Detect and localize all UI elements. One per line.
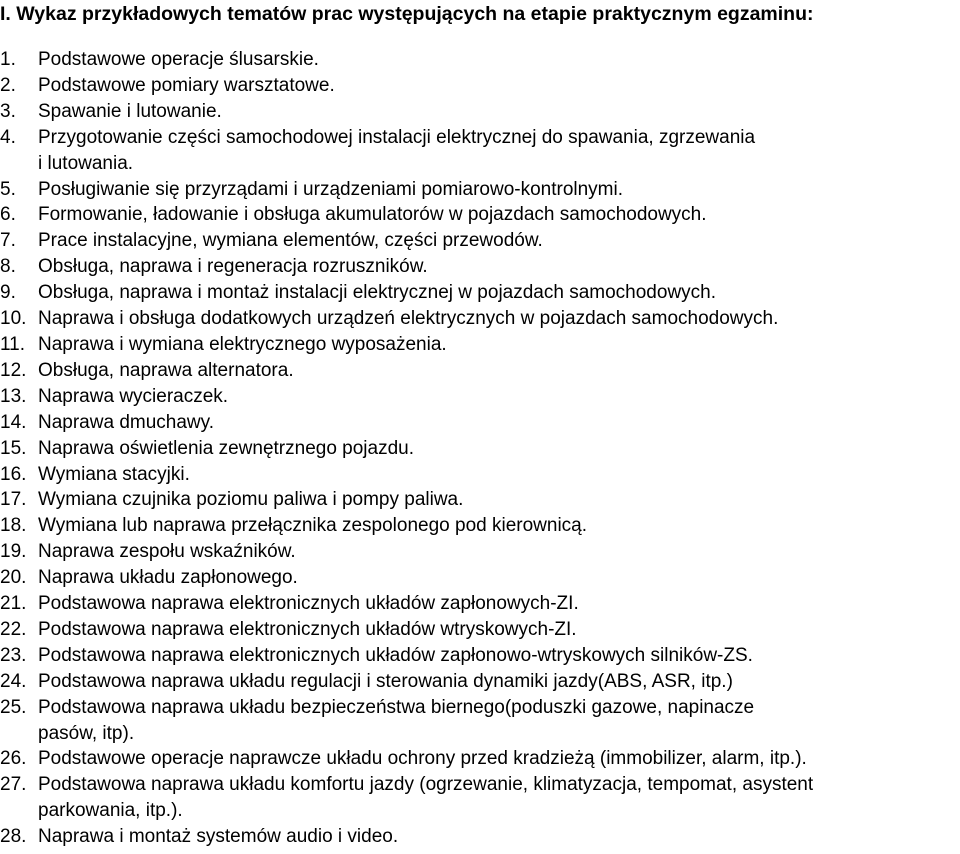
list-item-number: 25.	[0, 696, 27, 718]
list-item-number: 26.	[0, 748, 27, 770]
list-item-line: Podstawowa naprawa układu komfortu jazdy (ogrzewanie, klimatyzacja, tempomat, asystent	[38, 774, 814, 796]
list-item-text	[38, 746, 960, 772]
list-item-number: 23.	[0, 644, 27, 666]
list-item	[0, 306, 960, 332]
list-item-text	[38, 410, 960, 436]
list-item-line: Podstawowa naprawa układu regulacji i sterowania dynamiki jazdy(ABS, ASR, itp.)	[38, 670, 733, 692]
list-item	[0, 125, 960, 177]
list-item-number: 22.	[0, 618, 27, 640]
list-item-number: 19.	[0, 541, 27, 563]
list-item	[0, 384, 960, 410]
list-item-line: Wymiana stacyjki.	[38, 463, 190, 485]
list-item-number: 14.	[0, 411, 27, 433]
list-item-number: 16.	[0, 463, 27, 485]
list-item	[0, 643, 960, 669]
list-item-number: 12.	[0, 359, 27, 381]
list-item	[0, 202, 960, 228]
list-item-text	[38, 99, 960, 125]
list-item-number: 6.	[0, 204, 16, 226]
list-item-text	[38, 695, 960, 747]
list-item	[0, 746, 960, 772]
list-item-text	[38, 565, 960, 591]
list-item-number: 11.	[0, 333, 26, 355]
list-item-line: Naprawa dmuchawy.	[38, 411, 215, 433]
list-item-number: 13.	[0, 385, 27, 407]
list-item	[0, 669, 960, 695]
list-item-line: Naprawa układu zapłonowego.	[38, 567, 298, 589]
list-item	[0, 99, 960, 125]
list-item-line: Prace instalacyjne, wymiana elementów, części przewodów.	[38, 230, 543, 252]
list-item-line: pasów, itp).	[38, 722, 135, 744]
list-item-text	[38, 332, 960, 358]
list-item-line: Podstawowe pomiary warsztatowe.	[38, 74, 335, 96]
document-heading: I. Wykaz przykładowych tematów prac występujących na etapie praktycznym egzaminu:	[0, 3, 814, 25]
list-item	[0, 254, 960, 280]
list-item-line: Obsługa, naprawa alternatora.	[38, 359, 294, 381]
list-item-text	[38, 436, 960, 462]
list-item-line: Formowanie, ładowanie i obsługa akumulatorów w pojazdach samochodowych.	[38, 204, 707, 226]
list-item-text	[38, 306, 960, 332]
list-item-line: Podstawowa naprawa elektronicznych układów zapłonowych-ZI.	[38, 593, 579, 615]
list-item	[0, 617, 960, 643]
list-item-text	[38, 669, 960, 695]
list-item-text	[38, 384, 960, 410]
list-item-text	[38, 539, 960, 565]
list-item	[0, 228, 960, 254]
list-item-number: 27.	[0, 774, 27, 796]
list-item-text	[38, 643, 960, 669]
list-item-text	[38, 125, 960, 177]
list-item-line: Podstawowa naprawa elektronicznych układów wtryskowych-ZI.	[38, 618, 577, 640]
list-item-number: 15.	[0, 437, 27, 459]
list-item-line: Naprawa i wymiana elektrycznego wyposażenia.	[38, 333, 447, 355]
list-item-text	[38, 513, 960, 539]
list-item	[0, 513, 960, 539]
list-item-text	[38, 280, 960, 306]
list-item-line: Naprawa oświetlenia zewnętrznego pojazdu.	[38, 437, 415, 459]
list-item-number: 21.	[0, 593, 27, 615]
list-item-line: Naprawa i obsługa dodatkowych urządzeń elektrycznych w pojazdach samochodowych.	[38, 308, 779, 330]
list-item-text	[38, 824, 960, 850]
list-item-text	[38, 462, 960, 488]
list-item	[0, 280, 960, 306]
list-item	[0, 695, 960, 747]
list-item-number: 9.	[0, 282, 16, 304]
list-item	[0, 824, 960, 850]
list-item-line: Naprawa i montaż systemów audio i video.	[38, 826, 399, 848]
list-item	[0, 332, 960, 358]
list-item	[0, 177, 960, 203]
list-item-number: 28.	[0, 826, 27, 848]
list-item-number: 8.	[0, 256, 16, 278]
list-item-number: 1.	[0, 49, 16, 70]
list-item-line: Naprawa zespołu wskaźników.	[38, 541, 296, 563]
list-item-line: Przygotowanie części samochodowej instalacji elektrycznej do spawania, zgrzewania	[38, 126, 756, 148]
list-item	[0, 487, 960, 513]
list-item-line: Obsługa, naprawa i montaż instalacji elektrycznej w pojazdach samochodowych.	[38, 282, 717, 304]
list-item-line: parkowania, itp.).	[38, 800, 183, 822]
list-item-number: 10.	[0, 308, 27, 330]
list-item-line: Podstawowe operacje ślusarskie.	[38, 49, 319, 70]
list-item-line: Posługiwanie się przyrządami i urządzeniami pomiarowo-kontrolnymi.	[38, 178, 624, 200]
list-item-line: Podstawowa naprawa elektronicznych układów zapłonowo-wtryskowych silników-ZS.	[38, 644, 753, 666]
list-item-text	[38, 228, 960, 254]
list-item-line: Podstawowe operacje naprawcze układu ochrony przed kradzieżą (immobilizer, alarm, itp.).	[38, 748, 807, 770]
list-item-line: Podstawowa naprawa układu bezpieczeństwa biernego(poduszki gazowe, napinacze	[38, 696, 755, 718]
list-item	[0, 410, 960, 436]
list-item-line: Wymiana lub naprawa przełącznika zespolonego pod kierownicą.	[38, 515, 588, 537]
list-item-line: Obsługa, naprawa i regeneracja rozruszników.	[38, 256, 428, 278]
list-item-number: 20.	[0, 567, 27, 589]
list-item-text	[38, 177, 960, 203]
list-item-text	[38, 47, 960, 73]
list-item-text	[38, 358, 960, 384]
list-item-number: 7.	[0, 230, 16, 252]
list-item	[0, 436, 960, 462]
task-list	[0, 47, 960, 850]
list-item	[0, 539, 960, 565]
list-item	[0, 358, 960, 384]
list-item	[0, 462, 960, 488]
list-item	[0, 565, 960, 591]
list-item-number: 4.	[0, 126, 16, 148]
list-item-number: 2.	[0, 74, 16, 96]
list-item-text	[38, 487, 960, 513]
list-item-number: 17.	[0, 489, 27, 511]
list-item	[0, 591, 960, 617]
list-item-text	[38, 254, 960, 280]
list-item	[0, 73, 960, 99]
list-item-line: i lutowania.	[38, 152, 134, 174]
list-item	[0, 47, 960, 73]
list-item	[0, 772, 960, 824]
list-item-text	[38, 591, 960, 617]
list-item-text	[38, 202, 960, 228]
list-item-text	[38, 772, 960, 824]
list-item-number: 18.	[0, 515, 27, 537]
list-item-text	[38, 73, 960, 99]
list-item-line: Naprawa wycieraczek.	[38, 385, 229, 407]
list-item-number: 24.	[0, 670, 27, 692]
list-item-line: Spawanie i lutowanie.	[38, 100, 222, 122]
list-item-line: Wymiana czujnika poziomu paliwa i pompy paliwa.	[38, 489, 464, 511]
list-item-number: 5.	[0, 178, 16, 200]
list-item-number: 3.	[0, 100, 16, 122]
list-item-text	[38, 617, 960, 643]
